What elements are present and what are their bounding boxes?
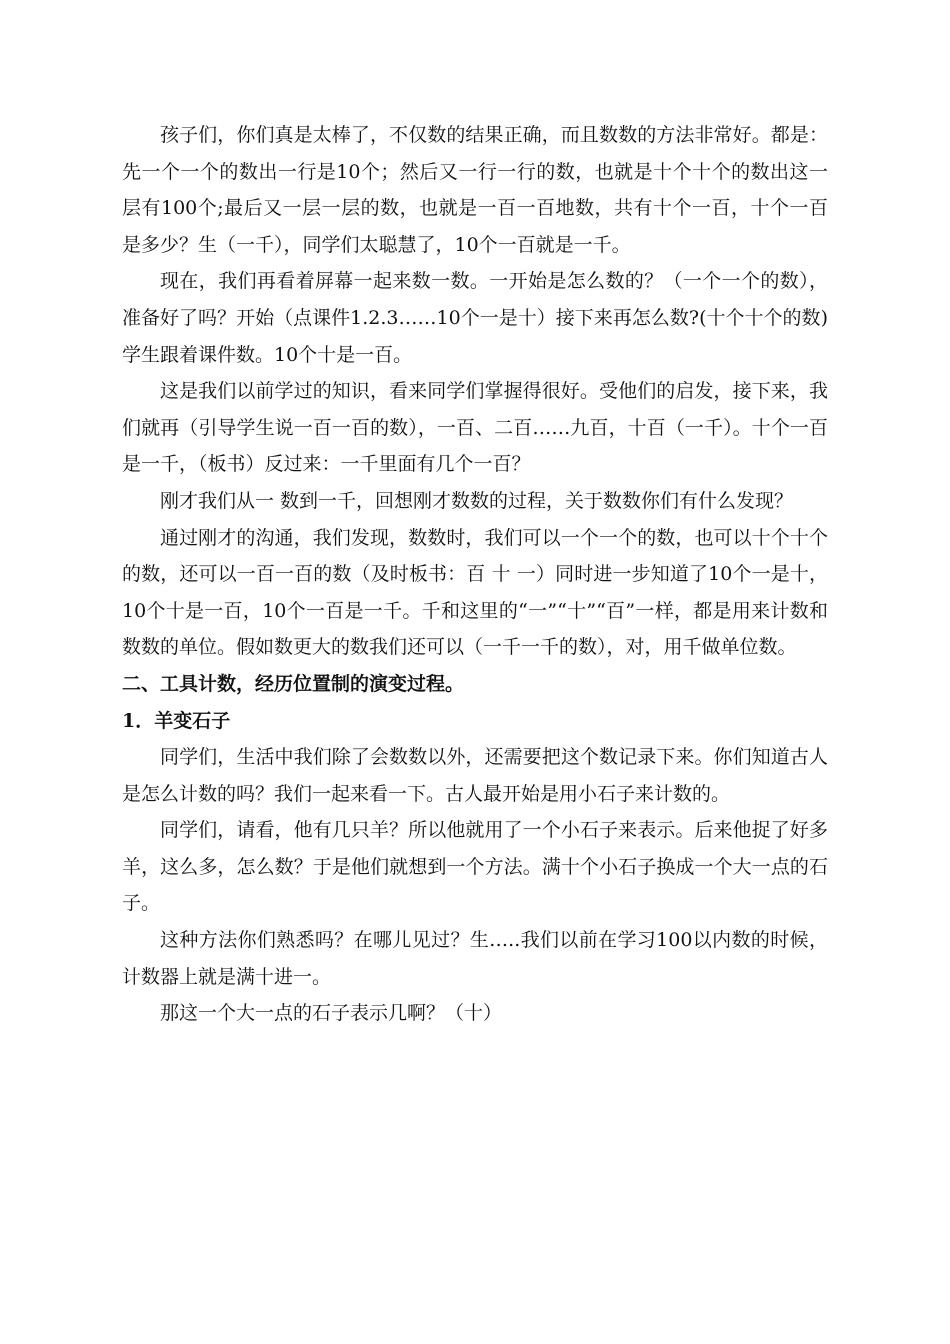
subsection-heading: 1．羊变石子 <box>122 709 231 732</box>
paragraph-screen-counting: 现在，我们再看着屏幕一起来数一数。一开始是怎么数的？（一个一个的数），准备好了吗？开始（点课件1.2.3……10个一是十）接下来再怎么数?(十个十个的数)学生跟着课件数。10个十是一百。 <box>122 270 828 366</box>
paragraph-reflection-question: 刚才我们从一 数到一千，回想刚才数数的过程，关于数数你们有什么发现？ <box>160 489 794 512</box>
paragraph-sheep-stones: 同学们，请看，他有几只羊？所以他就用了一个小石子来表示。后来他捉了好多羊，这么多，怎么数？于是他们就想到一个方法。满十个小石子换成一个大一点的石子。 <box>122 819 828 915</box>
paragraph-big-stone-question: 那这一个大一点的石子表示几啊？（十） <box>160 1002 503 1025</box>
paragraph-hundreds-counting: 这是我们以前学过的知识，看来同学们掌握得很好。受他们的启发，接下来，我们就再（引导学生说一百一百的数），一百、二百……九百，十百（一千）。十个一百是一千，（板书）反过来：一千里面有几个一百？ <box>122 380 828 476</box>
document-body <box>122 117 828 1032</box>
paragraph-counting-praise: 孩子们，你们真是太棒了，不仅数的结果正确，而且数数的方法非常好。都是：先一个一个的数出一行是10个；然后又一行一行的数，也就是十个十个的数出这一层有100个;最后又一层一层的数，也就是一百一百地数，共有十个一百，十个一百是多少？生（一千），同学们太聪慧了，10个一百就是一千。 <box>122 124 828 256</box>
paragraph-abacus-recall: 这种方法你们熟悉吗？在哪儿见过？生…..我们以前在学习100以内数的时候，计数器上就是满十进一。 <box>122 929 828 988</box>
section-heading: 二、工具计数，经历位置制的演变过程。 <box>122 672 465 695</box>
paragraph-ancient-counting: 同学们，生活中我们除了会数数以外，还需要把这个数记录下来。你们知道古人是怎么计数的吗？我们一起来看一下。古人最开始是用小石子来计数的。 <box>122 746 828 805</box>
paragraph-counting-units: 通过刚才的沟通，我们发现，数数时，我们可以一个一个的数，也可以十个十个的数，还可以一百一百的数（及时板书：百 十 一）同时进一步知道了10个一是十，10个十是一百，10个一百是一千。千和这里的“一”“十”“百”一样，都是用来计数和数数的单位。假如数更大的数我们还可以（一千一千的数），对，用千做单位数。 <box>122 526 828 659</box>
